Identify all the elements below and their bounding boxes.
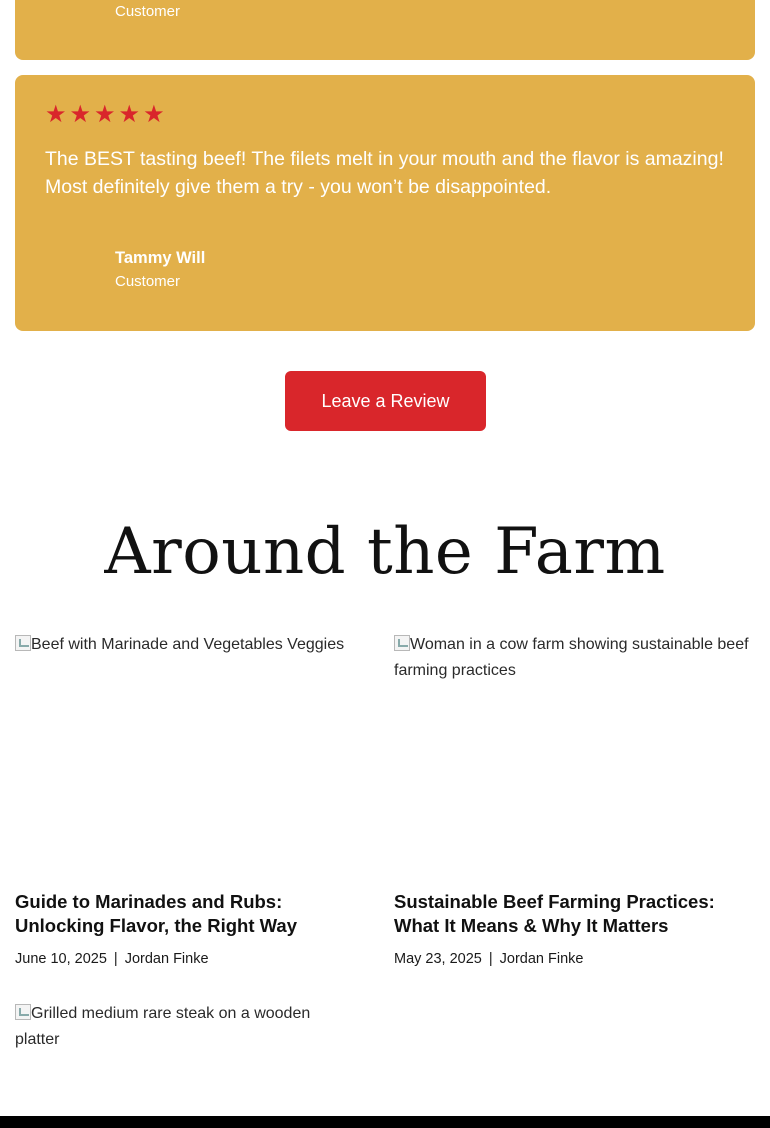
post-image[interactable] [15, 632, 365, 658]
leave-review-button[interactable]: Leave a Review [285, 371, 486, 431]
post-title[interactable]: Guide to Marinades and Rubs: Unlocking Flavor, the Right Way [15, 891, 297, 936]
star-icon: ★ [118, 101, 141, 128]
star-icon: ★ [45, 101, 67, 128]
post-author[interactable]: Jordan Finke [124, 951, 209, 967]
post-title[interactable]: Sustainable Beef Farming Practices: What It Means & Why It Matters [394, 891, 715, 936]
star-icon: ★ [69, 101, 92, 128]
broken-image-icon [15, 635, 31, 651]
post-author[interactable]: Jordan Finke [499, 951, 584, 967]
testimonial-card-previous [15, 0, 755, 60]
post-image-alt: Grilled medium rare steak on a wooden platter [15, 1005, 311, 1048]
section-title: Around the Farm [104, 515, 666, 589]
post-image-alt: Woman in a cow farm showing sustainable beef farming practices [394, 636, 749, 679]
reviewer-role: Customer [115, 3, 181, 20]
post-image[interactable] [394, 632, 755, 684]
footer [0, 1116, 770, 1128]
reviewer-name: Tammy Will [115, 249, 206, 267]
post-date: June 10, 2025 [15, 951, 107, 967]
post-image-alt: Beef with Marinade and Vegetables Veggies [31, 636, 345, 653]
reviewer-role: Customer [115, 273, 181, 290]
testimonial-card [15, 75, 755, 331]
star-icon: ★ [94, 101, 116, 128]
broken-image-icon [15, 1004, 31, 1020]
star-icon: ★ [143, 101, 165, 128]
meta-separator: | [488, 951, 493, 967]
post-meta [394, 951, 583, 967]
meta-separator: | [113, 951, 118, 967]
post-date: May 23, 2025 [394, 951, 482, 967]
post-image[interactable] [15, 1001, 345, 1053]
broken-image-icon [394, 635, 410, 651]
post-meta [15, 951, 209, 967]
testimonial-quote: The BEST tasting beef! The filets melt in your mouth and the flavor is amazing! Most definitely give them a try - you won’t be disappointed. [45, 148, 724, 198]
star-rating [45, 101, 165, 128]
